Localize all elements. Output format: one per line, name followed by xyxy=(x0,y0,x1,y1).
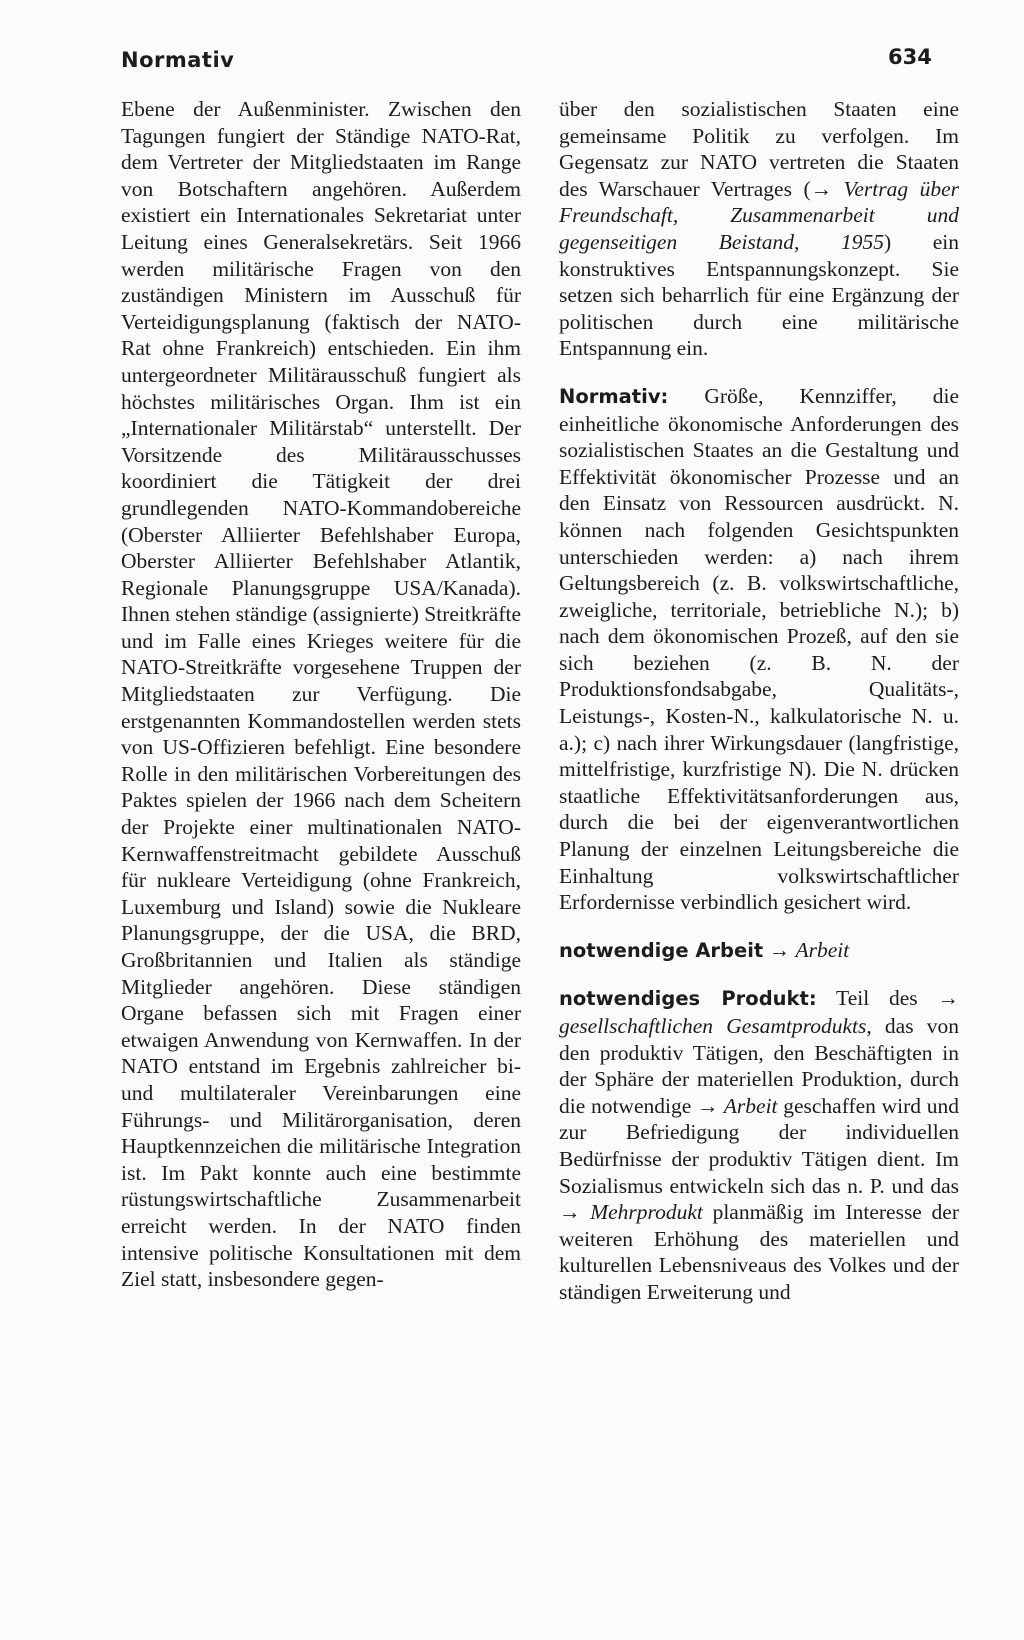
xref-text: Vertrag über Freundschaft, Zusammenarbeit und gegenseitigen Beistand, 1955 xyxy=(559,176,959,254)
xref-arbeit-inline[interactable] xyxy=(697,1094,778,1118)
xref-text: gesellschaftlichen Gesamtprodukts, xyxy=(559,1014,872,1038)
entry-normativ xyxy=(559,383,959,916)
page-number: 634 xyxy=(888,45,932,69)
entry-text: geschaffen wird und zur Befriedigung der individuellen Bedürfnisse der produktiv Tätigen dient. Im Sozialismus entwickeln sich das n. P. und das xyxy=(559,1093,959,1198)
entry-term: Normativ: xyxy=(559,384,669,408)
left-column-text: Ebene der Außenminister. Zwischen den Tagungen fungiert der Ständige NATO-Rat, dem Vertreter der Mitgliedstaaten im Range von Botschaftern angehören. Außerdem existiert ein Internationales Sekretariat unter Leitung eines Generalsekretärs. Seit 1966 werden militärische Fragen von den zuständigen Ministern im Ausschuß für Verteidigungsplanung (faktisch der NATO-Rat ohne Frankreich) entschieden. Ein ihm untergeordneter Militärausschuß fungiert als höchstes militärisches Organ. Ihm ist ein „Internationaler Militärstab“ unterstellt. Der Vorsitzende des Militärausschusses koordiniert die Tätigkeit der drei grundlegenden NATO-Kommandobereiche (Oberster Alliierter Befehlshaber Europa, Oberster Alliierter Befehlshaber Atlantik, Regionale Planungsgruppe USA/Kanada). Ihnen stehen ständige (assignierte) Streitkräfte und im Falle eines Krieges weitere für die NATO-Streitkräfte vorgesehene Truppen der Mitgliedstaaten zur Verfügung. Die erstgenannten Kommandostellen werden stets von US-Offizieren befehligt. Eine besondere Rolle in den militärischen Vorbereitungen des Paktes spielen der 1966 nach dem Scheitern der Projekte einer multinationalen NATO-Kernwaffenstreitmacht gebildete Ausschuß für nukleare Verteidigung (ohne Frankreich, Luxemburg und Island) sowie die Nukleare Planungsgruppe, der die USA, die BRD, Großbritannien und Italien als ständige Mitglieder angehören. Diese ständigen Organe befassen sich mit Fragen einer etwaigen Anwendung von Kernwaffen. In der NATO entstand im Ergebnis zahlreicher bi- und multilateraler Vereinbarungen eine Führungs- und Militärorganisation, deren Hauptkennzeichen die militärische Integration ist. Im Pakt konnte auch eine bestimmte rüstungswirtschaftliche Zusammenarbeit erreicht werden. In der NATO finden intensive politische Konsultationen mit dem Ziel statt, insbesondere gegen- xyxy=(121,97,521,1292)
entry-term: notwendige Arbeit xyxy=(559,938,764,962)
entry-notwendiges-produkt xyxy=(559,985,959,1305)
continuation-text-before: über den sozialistischen Staaten eine gemeinsame Politik zu verfolgen. Im Gegensatz zur NATO vertreten die Staaten des Warschauer Vertrages ( xyxy=(559,97,959,201)
entry-notwendige-arbeit xyxy=(559,937,959,965)
xref-text: Mehrprodukt xyxy=(580,1200,703,1225)
entry-text: planmäßig im Interesse der weiteren Erhöhung des materiellen und kulturellen Lebensniveaus des Volkes und der ständigen Erweiterung und xyxy=(559,1200,960,1304)
continuation-paragraph xyxy=(559,96,959,362)
right-column xyxy=(559,96,959,1306)
continuation-text-after: ) ein konstruktives Entspannungskonzept. Sie setzen sich beharrlich für eine Ergänzung der politischen durch eine militärische Entspannung ein. xyxy=(559,229,959,361)
arrow-icon: → xyxy=(696,1093,719,1118)
xref-text: Arbeit xyxy=(718,1093,778,1118)
xref-mehrprodukt[interactable] xyxy=(559,1200,703,1224)
arrow-icon: → xyxy=(559,1200,581,1225)
entry-text: Teil des xyxy=(816,986,938,1011)
left-column xyxy=(121,96,521,1293)
arrow-icon: → xyxy=(937,986,959,1011)
xref-arbeit[interactable]: Arbeit xyxy=(795,937,850,962)
running-head: Normativ xyxy=(121,48,235,72)
entry-definition: Größe, Kennziffer, die einheitliche ökonomische Anforderungen des sozialistischen Staates an die Gestaltung und Effektivität ökonomischer Prozesse und an den Einsatz von Ressourcen ausdrückt. N. können nach folgenden Gesichtspunkten unterschieden werden: a) nach ihrem Geltungsbereich (z. B. volkswirtschaftliche, zweigliche, territoriale, betriebliche N.); b) nach dem ökonomischen Prozeß, auf den sie sich beziehen (z. B. N. der Produktionsfondsabgabe, Qualitäts-, Leistungs-, Kosten-N., kalkulatorische N. u. a.); c) nach ihrer Wirkungsdauer (langfristige, mittelfristige, kurzfristige N). Die N. drücken staatliche Effektivitätsanforderungen aus, durch die bei der eigenverantwortlichen Planung der einzelnen Leitungsbereiche die Einhaltung volkswirtschaftlicher Erfordernisse verbindlich gesichert wird. xyxy=(559,383,959,915)
entry-term: notwendiges Produkt: xyxy=(559,987,817,1011)
arrow-icon: → xyxy=(768,937,791,962)
entry-text: das von den produktiv Tätigen, den Beschäftigten in der Sphäre der materiellen Produktion, durch die notwendige xyxy=(559,1014,959,1118)
arrow-icon: → xyxy=(810,176,833,201)
